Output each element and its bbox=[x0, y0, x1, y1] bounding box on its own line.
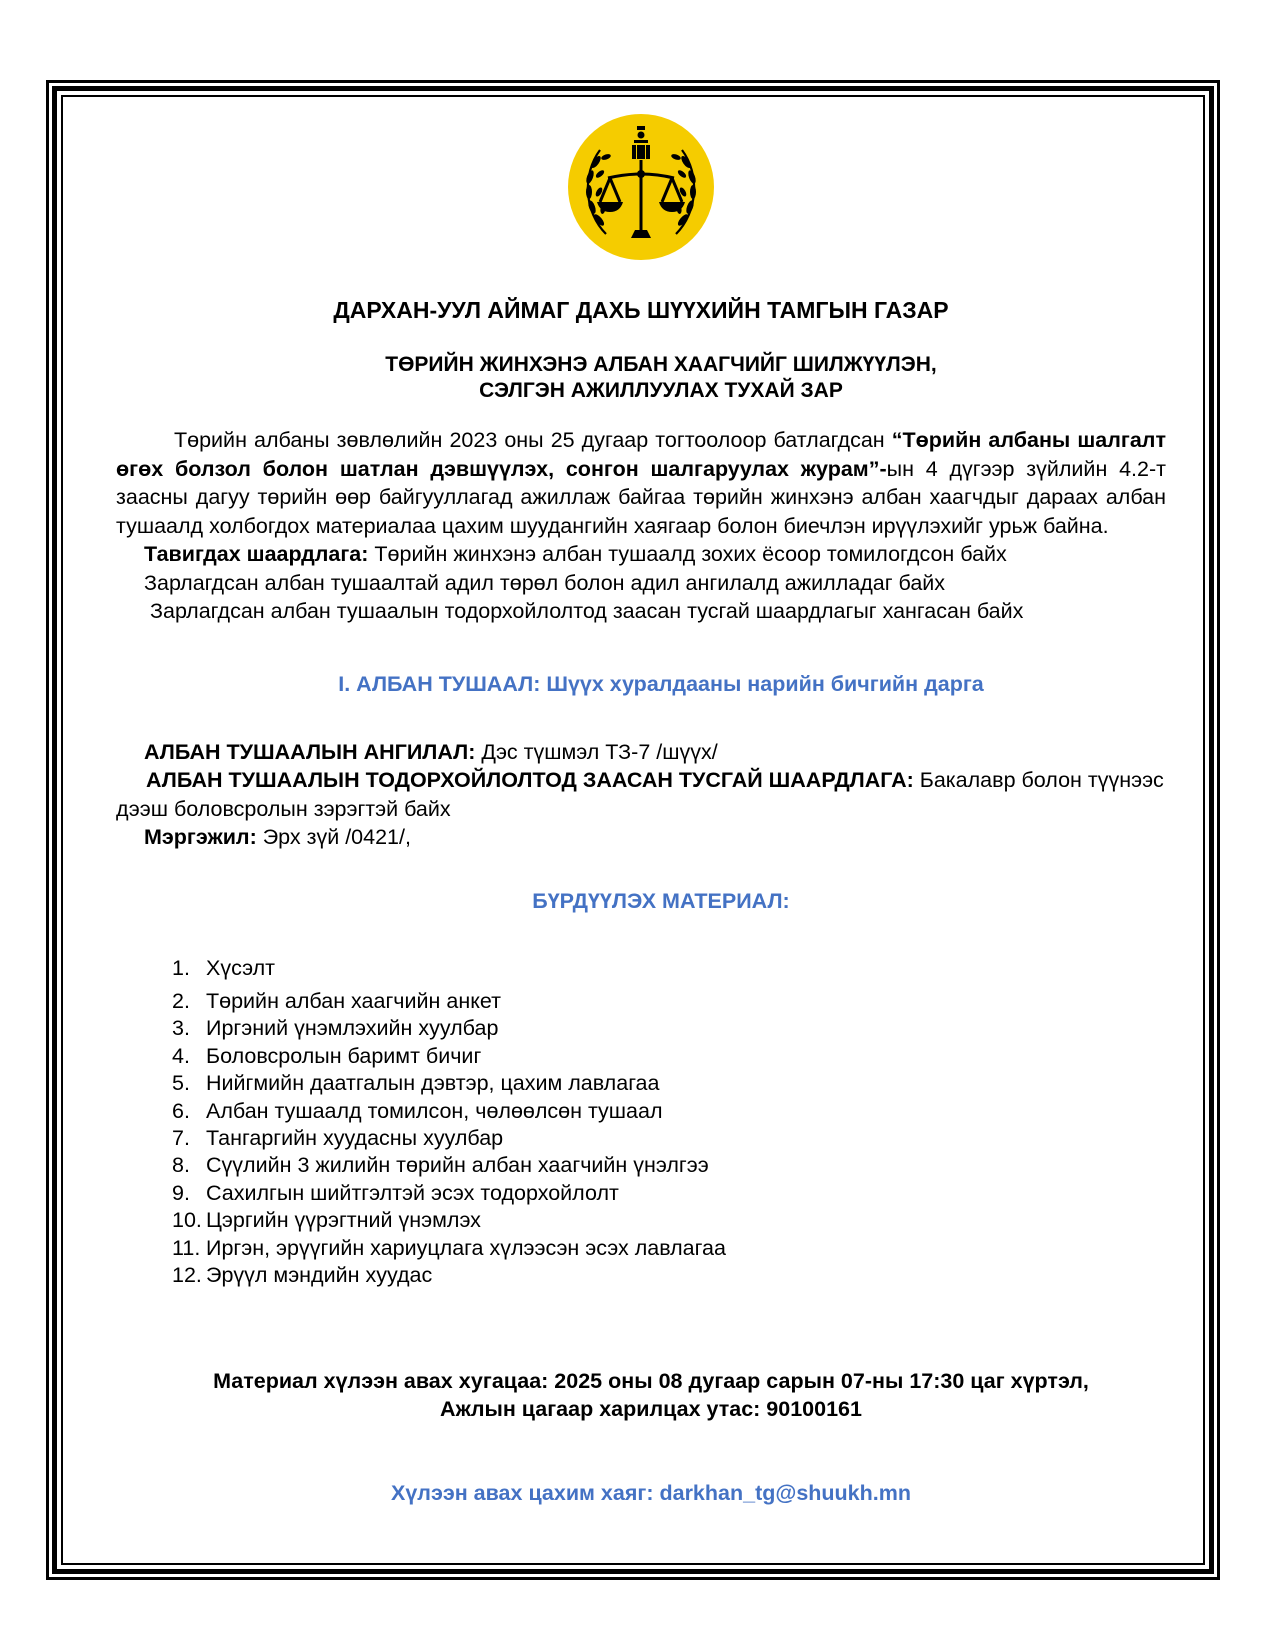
classification-value: Дэс түшмэл ТЗ-7 /шүүх/ bbox=[475, 739, 718, 764]
list-item-text: Цэргийн үүрэгтний үнэмлэх bbox=[206, 1208, 481, 1233]
announcement-title bbox=[116, 352, 1166, 404]
special-requirement bbox=[116, 766, 1166, 823]
intro-regulation-name: “Төрийн албаны шалгалт өгөх болзол болон шатлан дэвшүүлэх, сонгон шалгаруулах журам”- bbox=[116, 428, 1166, 481]
deadline-block bbox=[116, 1367, 1166, 1423]
list-item-number: 3. bbox=[172, 1016, 190, 1041]
list-item bbox=[172, 1207, 1166, 1234]
list-item-number: 9. bbox=[172, 1180, 190, 1205]
list-item bbox=[172, 1235, 1166, 1262]
list-item-text: Төрийн албан хаагчийн анкет bbox=[206, 988, 501, 1013]
list-item bbox=[172, 1180, 1166, 1207]
materials-list bbox=[116, 955, 1166, 1290]
list-item-text: Тангаргийн хуудасны хуулбар bbox=[206, 1125, 504, 1150]
requirement-text-1: Төрийн жинхэнэ албан тушаалд зохих ёсоор томилогдсон байх bbox=[368, 542, 1007, 566]
list-item bbox=[172, 955, 1166, 982]
list-item-number: 8. bbox=[172, 1153, 190, 1178]
list-item-text: Сахилгын шийтгэлтэй эсэх тодорхойлолт bbox=[206, 1180, 619, 1205]
list-item-number: 4. bbox=[172, 1043, 190, 1068]
requirement-item-1 bbox=[116, 540, 1166, 569]
contact-phone: Ажлын цагаар харилцах утас: 90100161 bbox=[440, 1397, 862, 1422]
list-item-number: 11. bbox=[172, 1235, 201, 1260]
position-heading: I. АЛБАН ТУШААЛ: Шүүх хуралдааны нарийн бичгийн дарга bbox=[338, 671, 984, 696]
list-item bbox=[172, 1015, 1166, 1042]
special-requirement-label: АЛБАН ТУШААЛЫН ТОДОРХОЙЛОЛТОД ЗААСАН ТУСГАЙ ШААРДЛАГА: bbox=[146, 768, 914, 792]
requirement-item-3: Зарлагдсан албан тушаалын тодорхойлолтод заасан тусгай шаардлагыг хангасан байх bbox=[150, 599, 1024, 623]
position-classification bbox=[116, 738, 1166, 767]
list-item-text: Албан тушаалд томилсон, чөлөөлсөн тушаал bbox=[206, 1098, 663, 1123]
list-item-number: 12. bbox=[172, 1262, 202, 1287]
list-item-text: Боловсролын баримт бичиг bbox=[206, 1043, 482, 1068]
list-item bbox=[172, 988, 1166, 1015]
list-item-text: Иргэн, эрүүгийн хариуцлага хүлээсэн эсэх лавлагаа bbox=[206, 1235, 726, 1260]
materials-heading: БҮРДҮҮЛЭХ МАТЕРИАЛ: bbox=[532, 888, 790, 913]
special-requirement-value: Бакалавр болон түүнээс дээш боловсролын зэрэгтэй байх bbox=[116, 768, 1164, 821]
deadline-text: Материал хүлээн авах хугацаа: 2025 оны 08 дугаар сарын 07-ны 17:30 цаг хүртэл, bbox=[213, 1369, 1089, 1394]
announcement-title-line-1: ТӨРИЙН ЖИНХЭНЭ АЛБАН ХААГЧИЙГ ШИЛЖҮҮЛЭН, bbox=[385, 353, 937, 376]
requirements-label: Тавигдах шаардлага: bbox=[144, 542, 369, 566]
organization-name: ДАРХАН-УУЛ АЙМАГ ДАХЬ ШҮҮХИЙН ТАМГЫН ГАЗАР bbox=[333, 297, 949, 323]
list-item-number: 2. bbox=[172, 988, 190, 1013]
announcement-title-line-2: СЭЛГЭН АЖИЛЛУУЛАХ ТУХАЙ ЗАР bbox=[479, 379, 843, 402]
profession bbox=[116, 823, 1166, 852]
list-item bbox=[172, 1098, 1166, 1125]
list-item-text: Иргэний үнэмлэхийн хуулбар bbox=[206, 1016, 499, 1041]
intro-text-1: Төрийн албаны зөвлөлийн 2023 оны 25 дугаар тогтоолоор батлагдсан bbox=[174, 428, 892, 452]
list-item bbox=[172, 1043, 1166, 1070]
court-emblem-icon bbox=[566, 112, 716, 262]
list-item-number: 1. bbox=[172, 955, 190, 980]
contact-email: Хүлээн авах цахим хаяг: darkhan_tg@shuukh.mn bbox=[391, 1481, 911, 1506]
profession-label: Мэргэжил: bbox=[144, 825, 257, 849]
list-item bbox=[172, 1262, 1166, 1289]
list-item-number: 5. bbox=[172, 1071, 190, 1096]
profession-value: Эрх зүй /0421/, bbox=[256, 825, 411, 849]
list-item bbox=[172, 1125, 1166, 1152]
document-body bbox=[116, 112, 1166, 1507]
list-item bbox=[172, 1070, 1166, 1097]
list-item-number: 10. bbox=[172, 1208, 202, 1233]
requirement-item-2: Зарлагдсан албан тушаалтай адил төрөл болон адил ангилалд ажилладаг байх bbox=[144, 570, 946, 595]
list-item-text: Нийгмийн даатгалын дэвтэр, цахим лавлагаа bbox=[206, 1071, 660, 1096]
list-item-number: 6. bbox=[172, 1098, 190, 1123]
intro-paragraph bbox=[116, 426, 1166, 540]
list-item bbox=[172, 1152, 1166, 1179]
classification-label: АЛБАН ТУШААЛЫН АНГИЛАЛ: bbox=[144, 739, 476, 764]
list-item-text: Сүүлийн 3 жилийн төрийн албан хаагчийн үнэлгээ bbox=[206, 1153, 709, 1178]
list-item-text: Хүсэлт bbox=[206, 955, 275, 980]
list-item-number: 7. bbox=[172, 1125, 190, 1150]
list-item-text: Эрүүл мэндийн хуудас bbox=[206, 1262, 433, 1287]
intro-text-2: ын 4 дүгээр зүйлийн 4.2-т заасны дагуу төрийн өөр байгууллагад ажиллаж байгаа төрийн жинхэнэ албан хаагчдыг дараах албан тушаалд холбогдох материалаа цахим шуудангийн хаягаар болон биечлэн ирүүлэхийг урьж байна. bbox=[116, 456, 1166, 538]
